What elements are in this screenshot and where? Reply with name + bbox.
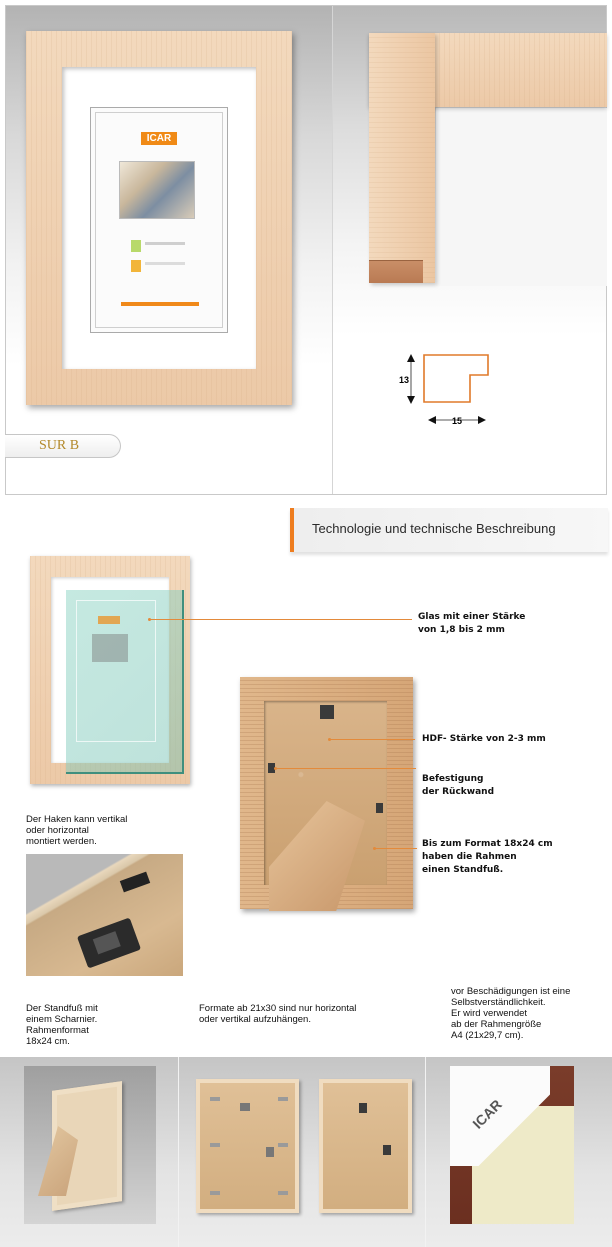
section-header — [290, 508, 608, 552]
hdf-back-board — [264, 701, 387, 885]
profile-diagram — [398, 350, 498, 430]
glass-leader-line — [150, 619, 412, 620]
corner-frame-side — [369, 33, 435, 283]
hook-note: Der Haken kann vertikal oder horizontal montiert werden. — [26, 814, 128, 847]
formats-note: Formate ab 21x30 sind nur horizontal oder vertikal aufzuhängen. — [199, 1003, 357, 1025]
profile-outline — [424, 355, 488, 402]
arrow-down-icon — [407, 396, 415, 404]
protector-brand: ICAR — [469, 1096, 505, 1132]
frame-front-image — [26, 31, 292, 405]
stand-label: Bis zum Format 18x24 cm haben die Rahmen einen Standfuß. — [422, 839, 553, 875]
glass-pane-image — [66, 590, 184, 774]
stand-hinge-note: Der Standfuß mit einem Scharnier. Rahmenformat 18x24 cm. — [26, 1003, 98, 1047]
size-swatch-orange — [131, 260, 141, 272]
height-label: 13 — [398, 375, 409, 385]
back-board-horizontal-photo — [196, 1079, 299, 1213]
hanger-clip — [320, 705, 334, 719]
width-label: 15 — [451, 416, 463, 426]
card-orange-bar — [121, 302, 199, 306]
brand-logo: ICAR — [141, 132, 177, 145]
hook-clip-large — [77, 917, 141, 968]
arrow-left-icon — [428, 416, 436, 424]
hanger-clip — [359, 1103, 367, 1113]
glass-label: Glas mit einer Stärke von 1,8 bis 2 mm — [418, 612, 526, 635]
corner-protector-photo — [450, 1066, 574, 1224]
mount-leader-line — [276, 768, 416, 769]
arrow-up-icon — [407, 354, 415, 362]
corner-cross-section — [369, 260, 423, 283]
frame-insert-card — [90, 107, 228, 333]
product-name-tab — [5, 434, 121, 458]
arrow-right-icon — [478, 416, 486, 424]
hdf-leader-line — [330, 739, 415, 740]
easel-stand — [269, 801, 365, 911]
corner-protector-note: vor Beschädigungen ist eine Selbstverständlichkeit. Er wird verwendet ab der Rahmengröße A4 (21x29,7 cm). — [451, 986, 571, 1041]
frame-opening — [62, 67, 256, 369]
stand-leader-line — [375, 848, 417, 849]
back-board-vertical-photo — [319, 1079, 412, 1213]
mount-label: Befestigung der Rückwand — [422, 774, 495, 797]
section-title: Technologie und technische Beschreibung — [312, 521, 556, 536]
corner-inner-area — [436, 108, 607, 286]
hook-clip-small — [120, 872, 150, 893]
frame-back-image — [240, 677, 413, 909]
product-name: SUR B — [39, 438, 80, 453]
sample-photo — [119, 161, 195, 219]
hdf-label: HDF- Stärke von 2-3 mm — [422, 734, 546, 744]
hook-photo — [26, 854, 183, 976]
size-swatch-green — [131, 240, 141, 252]
stand-hinge-photo — [24, 1066, 156, 1224]
